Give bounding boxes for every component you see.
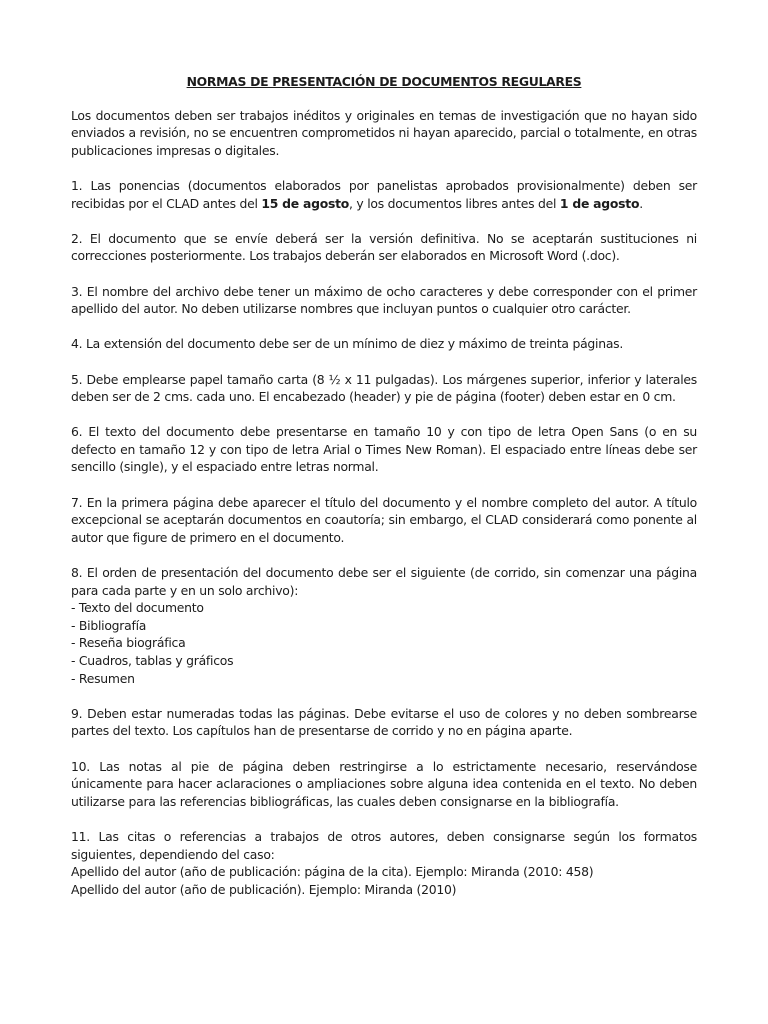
rule-3-paragraph: 3. El nombre del archivo debe tener un máximo de ocho caracteres y debe corresponder con el primer apellido del autor. No deben utilizarse nombres que incluyan puntos o cualquier otro carácter.: [71, 283, 697, 317]
rule-11-block: [71, 828, 697, 898]
list-item-resumen: - Resumen: [71, 670, 135, 686]
rule-1-date-ponencias: 15 de agosto: [261, 195, 350, 211]
rule-10-paragraph: 10. Las notas al pie de página deben restringirse a lo estrictamente necesario, reservándose únicamente para hacer aclaraciones o ampliaciones sobre alguna idea contenida en el texto. No deben utilizarse para las referencias bibliográficas, las cuales deben consignarse en la bibliografía.: [71, 758, 697, 809]
rule-8-intro: 8. El orden de presentación del documento debe ser el siguiente (de corrido, sin comenzar una página para cada parte y en un solo archivo):: [71, 565, 697, 598]
rule-6-paragraph: 6. El texto del documento debe presentarse en tamaño 10 y con tipo de letra Open Sans (o en su defecto en tamaño 12 y con tipo de letra Arial o Times New Roman). El espaciado entre líneas debe ser sencillo (single), y el espaciado entre letras normal.: [71, 424, 697, 475]
rule-7-paragraph: 7. En la primera página debe aparecer el título del documento y el nombre completo del autor. A título excepcional se aceptarán documentos en coautoría; sin embargo, el CLAD considerará como ponente al autor que figure de primero en el documento.: [71, 494, 697, 545]
document-page: [71, 73, 697, 916]
rule-9-paragraph: 9. Deben estar numeradas todas las páginas. Debe evitarse el uso de colores y no deben sombrearse partes del texto. Los capítulos han de presentarse de corrido y no en página aparte.: [71, 705, 697, 739]
rule-8-block: [71, 564, 697, 687]
list-item-bibliografia: - Bibliografía: [71, 617, 147, 633]
list-item-cuadros: - Cuadros, tablas y gráficos: [71, 653, 234, 668]
rule-5-paragraph: 5. Debe emplearse papel tamaño carta (8 ½ x 11 pulgadas). Los márgenes superior, inferior y laterales deben ser de 2 cms. cada uno. El encabezado (header) y pie de página (footer) deben estar en 0 cm.: [71, 371, 697, 405]
list-item-resena: - Reseña biográfica: [71, 635, 186, 651]
rule-1-paragraph: [71, 177, 697, 212]
rule-1-text-a: 1. Las ponencias (documentos elaborados por panelistas aprobados provisionalmente) deben ser recibidas por el CLAD antes del: [71, 177, 697, 211]
rule-1-text-c: .: [639, 195, 643, 211]
list-item-texto: - Texto del documento: [71, 600, 204, 616]
rule-1-text-b: , y los documentos libres antes del: [349, 195, 560, 211]
rule-11-intro: 11. Las citas o referencias a trabajos de otros autores, deben consignarse según los formatos siguientes, dependiendo del caso:: [71, 828, 697, 862]
rule-4-paragraph: 4. La extensión del documento debe ser de un mínimo de diez y máximo de treinta páginas.: [71, 336, 624, 352]
intro-paragraph: Los documentos deben ser trabajos inéditos y originales en temas de investigación que no hayan sido enviados a revisión, no se encuentren comprometidos ni hayan aparecido, parcial o totalmente, en otras publicaciones impresas o digitales.: [71, 107, 697, 158]
citation-format-basic: Apellido del autor (año de publicación). Ejemplo: Miranda (2010): [71, 881, 457, 897]
rule-1-date-libres: 1 de agosto: [559, 195, 640, 211]
rule-2-paragraph: 2. El documento que se envíe deberá ser la versión definitiva. No se aceptarán sustituciones ni correcciones posteriormente. Los trabajos deberán ser elaborados en Microsoft Word (.doc).: [71, 230, 697, 264]
document-title: NORMAS DE PRESENTACIÓN DE DOCUMENTOS REGULARES: [186, 74, 582, 89]
citation-format-with-page: Apellido del autor (año de publicación: página de la cita). Ejemplo: Miranda (2010: 458): [71, 864, 594, 880]
